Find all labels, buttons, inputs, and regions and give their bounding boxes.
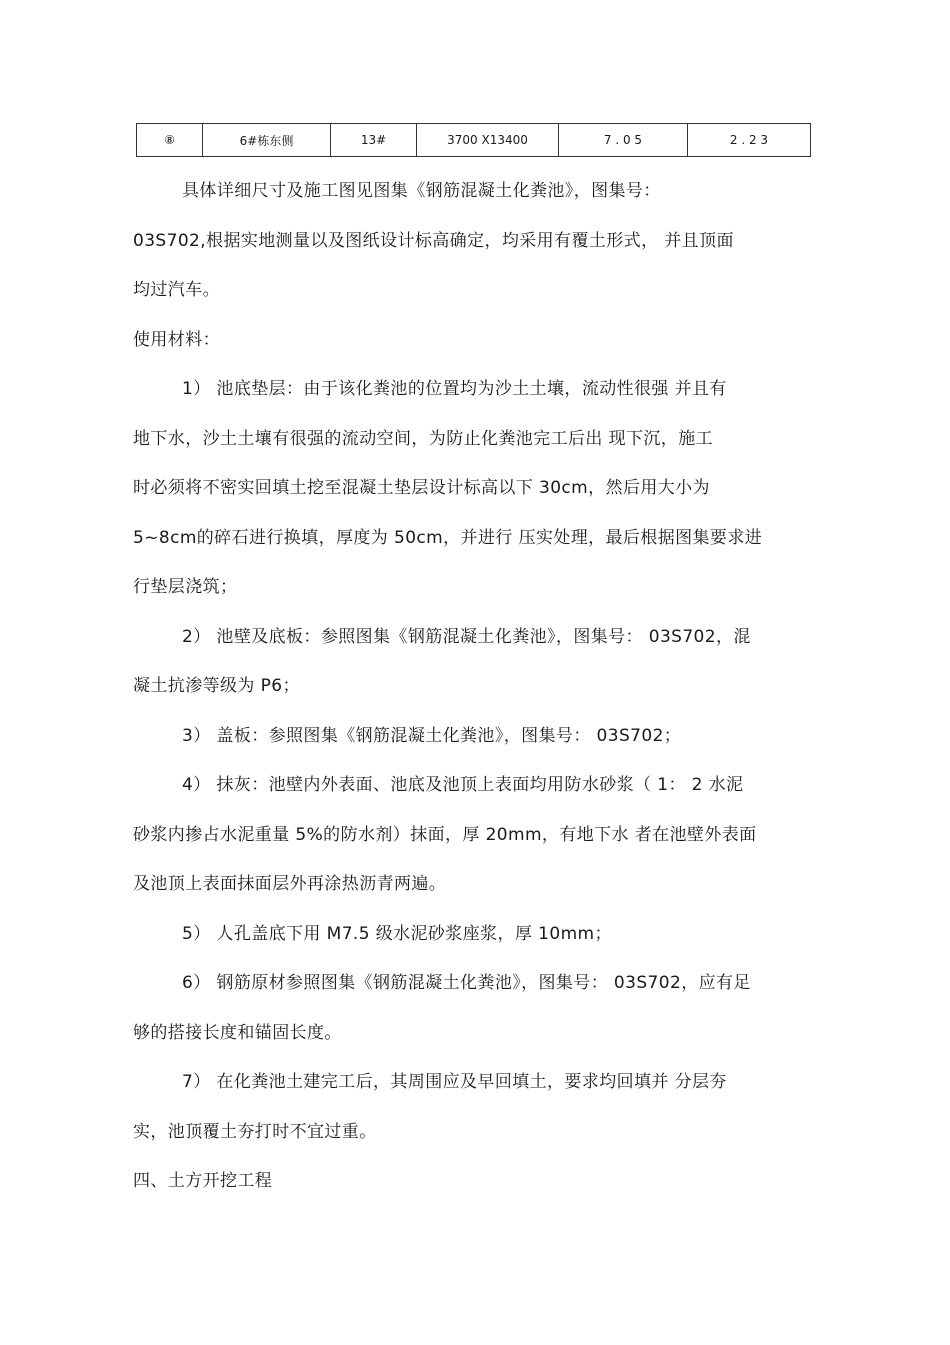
text-line: 实，池顶覆土夯打时不宜过重。	[133, 1121, 377, 1142]
text-line: 够的搭接长度和锚固长度。	[133, 1022, 342, 1043]
data-table	[136, 123, 811, 157]
text-line: 2） 池壁及底板：参照图集《钢筋混凝土化粪池》，图集号： 03S702，混	[182, 626, 751, 647]
text-line: 行垫层浇筑；	[133, 577, 238, 597]
text-line: 时必须将不密实回填土挖至混凝土垫层设计标高以下 30cm，然后用大小为	[133, 478, 710, 498]
body-text	[133, 167, 813, 1207]
table-row	[137, 124, 811, 157]
text-line: 7） 在化粪池土建完工后，其周围应及早回填土，要求均回填并 分层夯	[182, 1072, 727, 1092]
text-line: 凝土抗渗等级为 P6；	[133, 676, 300, 696]
text-line: 1） 池底垫层：由于该化粪池的位置均为沙土土壤，流动性很强 并且有	[182, 379, 727, 399]
text-line: 地下水，沙土土壤有很强的流动空间，为防止化粪池完工后出 现下沉，施工	[133, 428, 714, 449]
table-cell-value-1: 7 . 0 5	[559, 124, 688, 157]
text-line: 均过汽车。	[133, 280, 220, 300]
text-line: 5） 人孔盖底下用 M7.5 级水泥砂浆座浆，厚 10mm；	[182, 923, 612, 944]
text-line: 使用材料：	[133, 329, 220, 350]
table-cell-index: ⑧	[137, 124, 203, 157]
table-cell-location: 6#栋东侧	[203, 124, 331, 157]
text-line: 及池顶上表面抹面层外再涂热沥青两遍。	[133, 874, 447, 894]
text-line: 砂浆内掺占水泥重量 5%的防水剂）抹面，厚 20mm，有地下水 者在池壁外表面	[133, 824, 757, 845]
table-cell-value-2: 2 . 2 3	[688, 124, 811, 157]
table-cell-size: 3700 X13400	[417, 124, 559, 157]
text-line: 6） 钢筋原材参照图集《钢筋混凝土化粪池》，图集号： 03S702，应有足	[182, 973, 751, 993]
text-line: 3） 盖板：参照图集《钢筋混凝土化粪池》，图集号： 03S702；	[182, 725, 682, 746]
section-heading: 四、土方开挖工程	[133, 1171, 273, 1191]
text-line: 4） 抹灰：池壁内外表面、池底及池顶上表面均用防水砂浆（ 1： 2 水泥	[182, 775, 744, 795]
text-line: 5~8cm的碎石进行换填，厚度为 50cm，并进行 压实处理，最后根据图集要求进	[133, 527, 763, 548]
text-line: 具体详细尺寸及施工图见图集《钢筋混凝土化粪池》，图集号：	[182, 181, 661, 201]
text-line: 03S702,根据实地测量以及图纸设计标高确定，均采用有覆土形式， 并且顶面	[133, 230, 734, 251]
table-cell-model: 13#	[331, 124, 417, 157]
